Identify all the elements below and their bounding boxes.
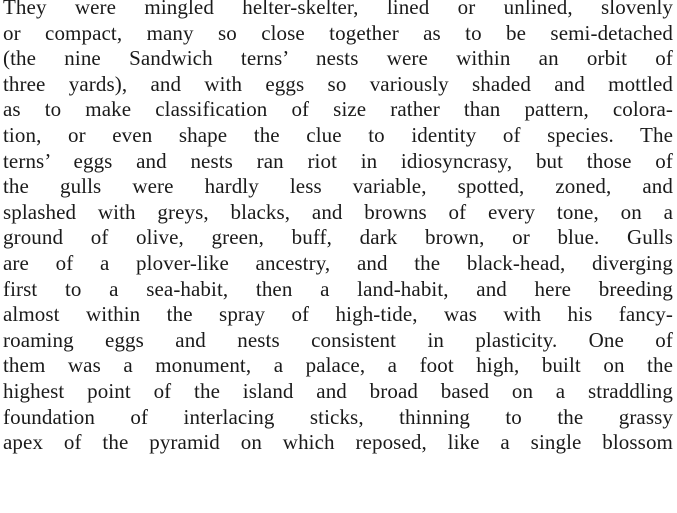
- text-line: splashed with greys, blacks, and browns of every tone, on a: [3, 199, 673, 224]
- text-line: the gulls were hardly less variable, spotted, zoned, and: [3, 174, 673, 199]
- body-text: [3, 0, 673, 456]
- text-line: They were mingled helter-skelter, lined or unlined, slovenly: [3, 0, 673, 19]
- text-line: foundation of interlacing sticks, thinning to the grassy: [3, 404, 673, 429]
- text-line: first to a sea-habit, then a land-habit, and here breeding: [3, 276, 673, 301]
- text-line: apex of the pyramid on which reposed, like a single blossom: [3, 430, 673, 455]
- text-line: tion, or even shape the clue to identity of species. The: [3, 122, 673, 147]
- text-line: as to make classification of size rather than pattern, colora-: [3, 97, 673, 122]
- text-line: ground of olive, green, buff, dark brown, or blue. Gulls: [3, 225, 673, 250]
- text-line: highest point of the island and broad based on a straddling: [3, 378, 673, 403]
- text-line: (the nine Sandwich terns’ nests were within an orbit of: [3, 46, 673, 71]
- text-line: are of a plover-like ancestry, and the black-head, diverging: [3, 250, 673, 275]
- text-line: three yards), and with eggs so variously shaded and mottled: [3, 71, 673, 96]
- text-line: roaming eggs and nests consistent in plasticity. One of: [3, 327, 673, 352]
- text-line: almost within the spray of high-tide, was with his fancy-: [3, 302, 673, 327]
- text-line: or compact, many so close together as to be semi-detached: [3, 20, 673, 45]
- text-line: terns’ eggs and nests ran riot in idiosyncrasy, but those of: [3, 148, 673, 173]
- text-line: them was a monument, a palace, a foot high, built on the: [3, 353, 673, 378]
